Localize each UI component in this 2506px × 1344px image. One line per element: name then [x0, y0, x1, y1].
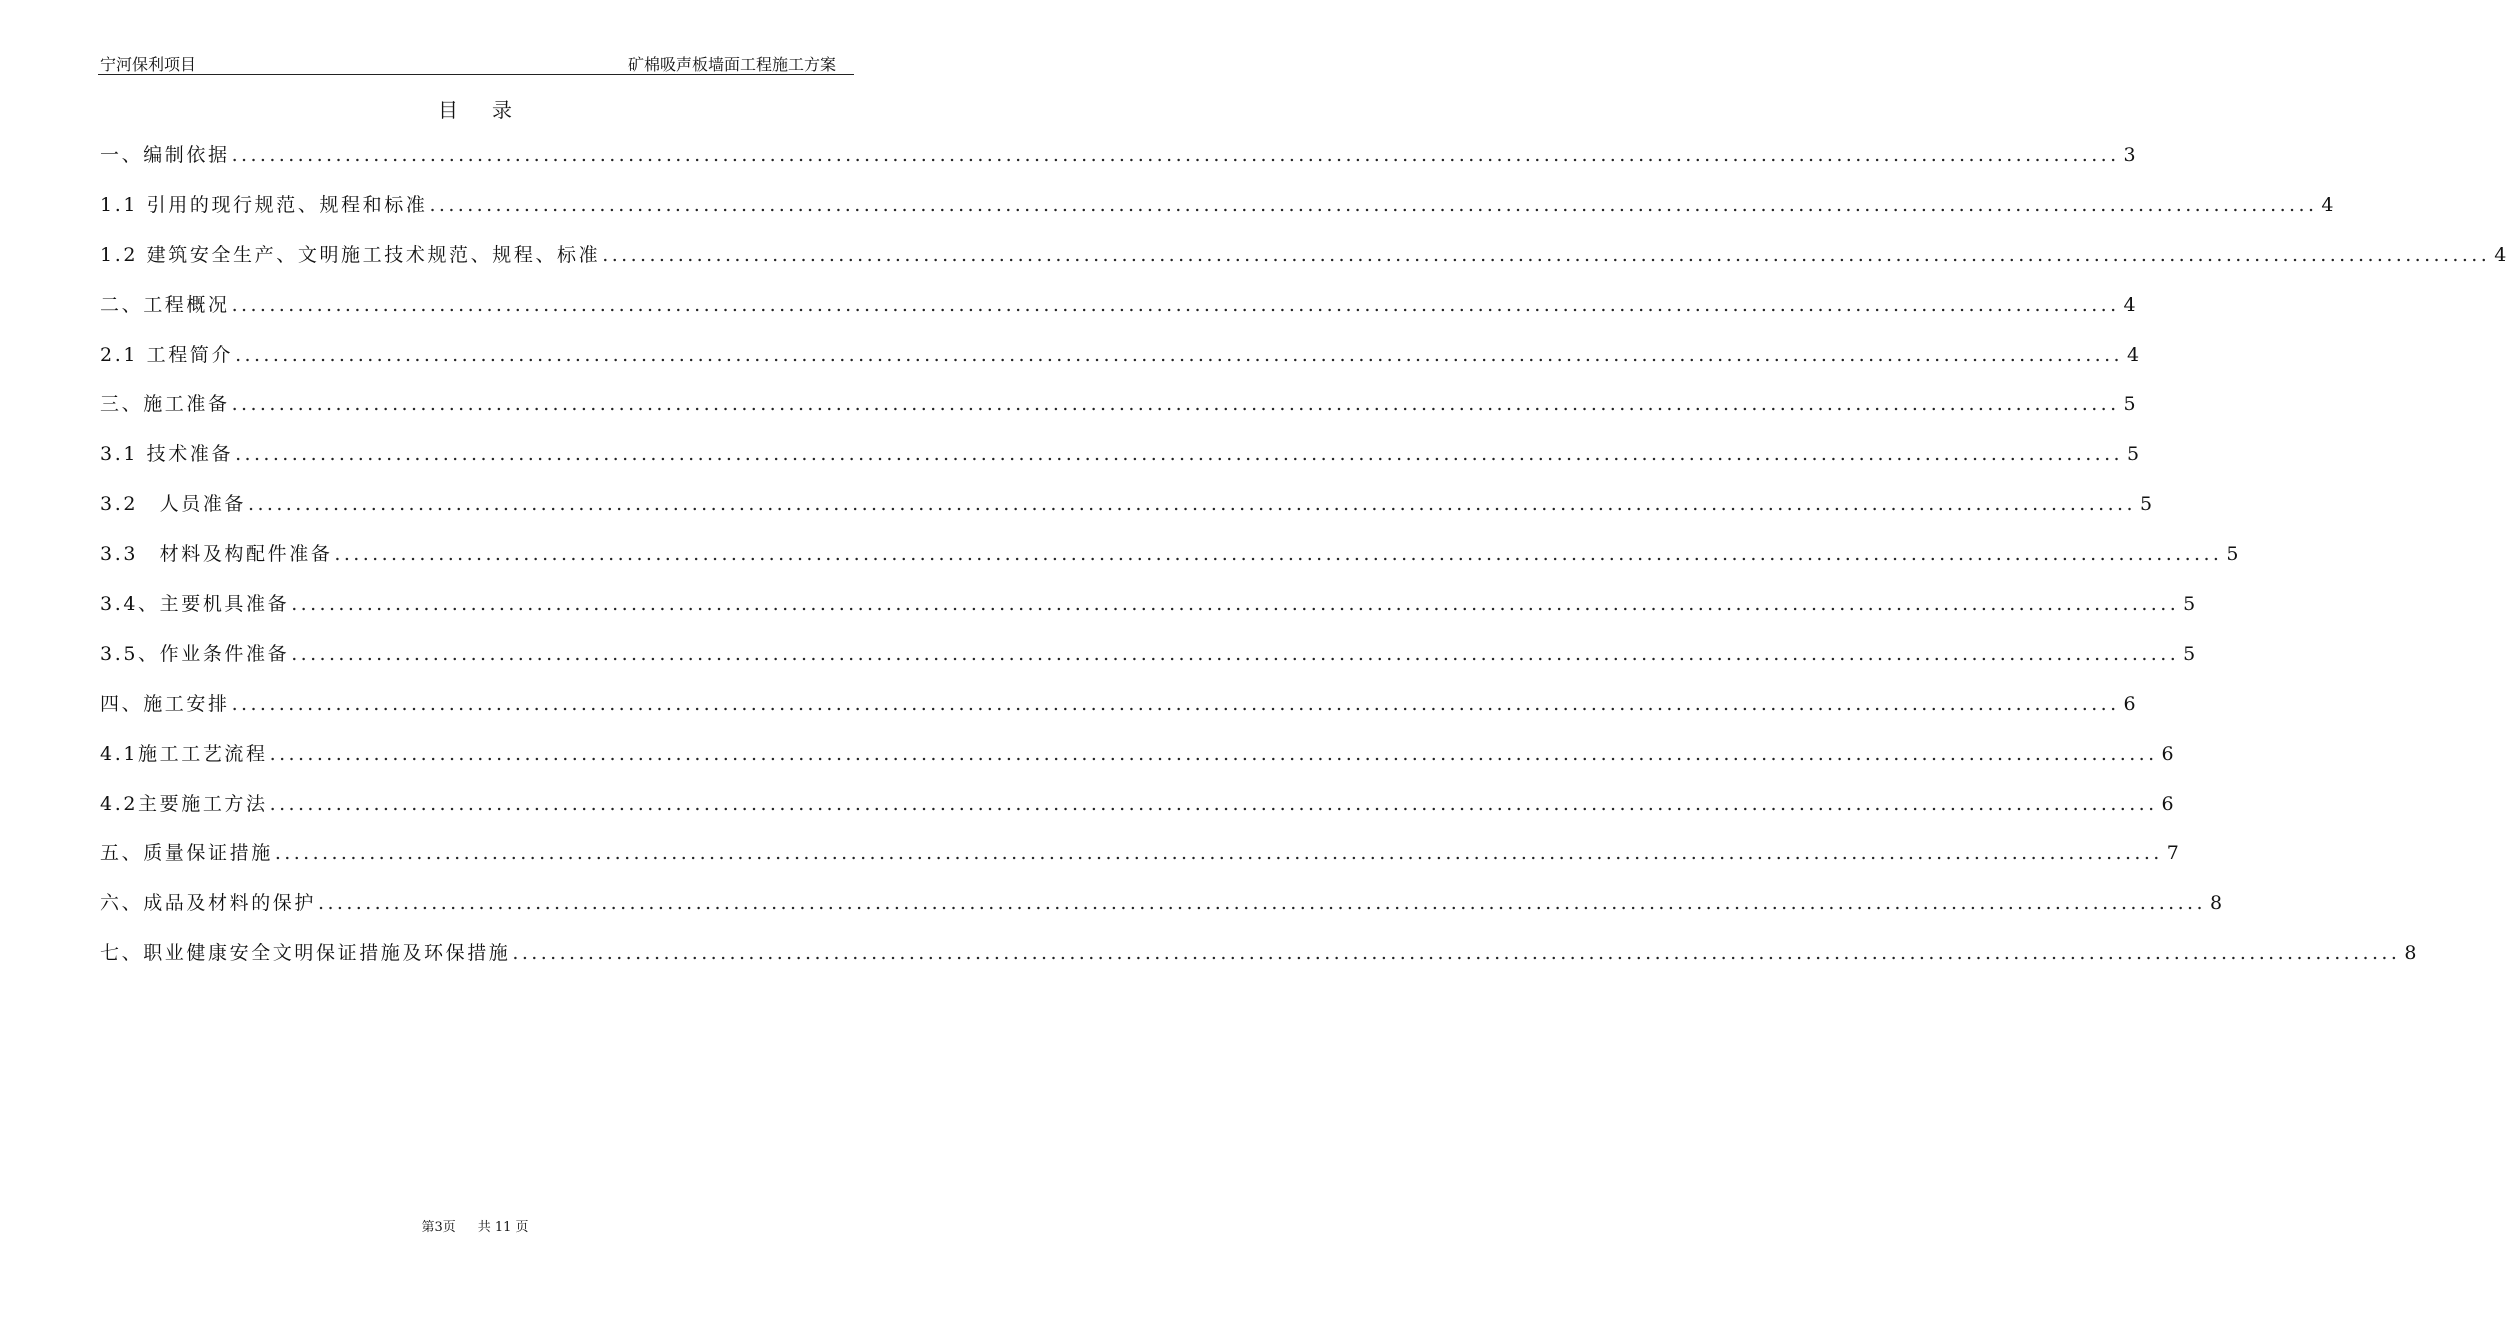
toc-entry-label: 七、职业健康安全文明保证措施及环保措施: [100, 942, 511, 965]
toc-entry-label: 2.1 工程简介: [100, 343, 234, 366]
toc-entry-page: 7: [2166, 842, 2179, 865]
toc-entry-label: 3.2 人员准备: [100, 493, 247, 516]
toc-heading-first: 目: [438, 98, 458, 122]
toc-entry-page: 6: [2161, 742, 2174, 765]
toc-entry[interactable]: [100, 539, 2239, 589]
toc-entry[interactable]: [100, 340, 2140, 390]
toc-entry[interactable]: [100, 439, 2140, 489]
page-number: 第3页: [421, 1220, 456, 1235]
toc-entry-label: 五、质量保证措施: [100, 842, 273, 865]
toc-leader-dots: ........................................................................................................................................................................................................: [231, 144, 2120, 166]
toc-entry-page: 6: [2161, 792, 2174, 815]
toc-heading: [0, 94, 950, 123]
toc-entry[interactable]: [100, 739, 2174, 789]
toc-heading-second: 录: [492, 98, 512, 122]
toc-entry[interactable]: [100, 489, 2153, 539]
toc-entry-page: 4: [2126, 343, 2140, 366]
toc-leader-dots: ........................................................................................................................................................................................................: [602, 243, 2491, 266]
toc-leader-dots: ........................................................................................................................................................................................................: [248, 493, 2136, 516]
toc-leader-dots: ........................................................................................................................................................................................................: [235, 443, 2123, 466]
toc-leader-dots: ........................................................................................................................................................................................................: [269, 742, 2158, 765]
toc-entry-label: 三、施工准备: [100, 393, 230, 416]
toc-entry[interactable]: [100, 240, 2506, 290]
toc-entry-page: 4: [2494, 243, 2506, 266]
toc-leader-dots: ........................................................................................................................................................................................................: [231, 393, 2120, 416]
toc-leader-dots: ........................................................................................................................................................................................................: [269, 792, 2158, 815]
toc-entry[interactable]: [100, 290, 2136, 340]
toc-entry-label: 1.2 建筑安全生产、文明施工技术规范、规程、标准: [100, 243, 601, 266]
toc-entry[interactable]: [100, 589, 2196, 639]
document-title: 矿棉吸声板墙面工程施工方案: [627, 55, 836, 74]
toc-leader-dots: ........................................................................................................................................................................................................: [318, 892, 2206, 915]
toc-entry[interactable]: [100, 389, 2136, 439]
toc-leader-dots: ........................................................................................................................................................................................................: [512, 942, 2401, 965]
toc-entry[interactable]: [100, 789, 2174, 839]
toc-entry[interactable]: [100, 888, 2223, 938]
toc-entry-label: 1.1 引用的现行规范、规程和标准: [100, 193, 428, 216]
toc-entry-page: 3: [2123, 144, 2136, 166]
toc-entry[interactable]: [100, 190, 2334, 240]
toc-leader-dots: ........................................................................................................................................................................................................: [429, 193, 2318, 216]
toc-entry-label: 3.1 技术准备: [100, 443, 234, 466]
page-header: [98, 50, 854, 75]
toc-entry-page: 5: [2139, 493, 2153, 516]
toc-leader-dots: ........................................................................................................................................................................................................: [274, 842, 2163, 865]
toc-entry-page: 4: [2123, 293, 2136, 316]
toc-entry-label: 3.3 材料及构配件准备: [100, 543, 333, 566]
toc-entry-page: 5: [2183, 593, 2196, 616]
toc-entry-label: 3.5、作业条件准备: [100, 642, 290, 665]
toc-leader-dots: ........................................................................................................................................................................................................: [291, 593, 2180, 616]
page-total: 共 11 页: [477, 1220, 529, 1235]
toc-leader-dots: ........................................................................................................................................................................................................: [334, 543, 2223, 566]
toc-entry-label: 四、施工安排: [100, 692, 230, 715]
toc-entry-page: 4: [2321, 193, 2334, 216]
toc-entry-page: 8: [2209, 892, 2223, 915]
toc-entry-label: 3.4、主要机具准备: [100, 593, 290, 616]
toc-entry-label: 六、成品及材料的保护: [100, 892, 317, 915]
toc-entry-page: 5: [2126, 443, 2140, 466]
toc-entry[interactable]: [100, 639, 2196, 689]
toc-entry[interactable]: [100, 140, 2136, 190]
toc-entry-page: 5: [2226, 543, 2239, 566]
toc-entry-label: 4.2主要施工方法: [100, 792, 268, 815]
toc-entry-label: 4.1施工工艺流程: [100, 742, 268, 765]
toc-leader-dots: ........................................................................................................................................................................................................: [231, 293, 2120, 316]
toc-entry-label: 二、工程概况: [100, 293, 230, 316]
page-footer: [0, 1216, 950, 1235]
toc-entry[interactable]: [100, 938, 2417, 988]
toc-leader-dots: ........................................................................................................................................................................................................: [291, 642, 2180, 665]
toc-entry-page: 5: [2183, 642, 2196, 665]
toc-leader-dots: ........................................................................................................................................................................................................: [231, 692, 2120, 715]
toc-entry-page: 5: [2123, 393, 2136, 416]
toc-entry-page: 8: [2404, 942, 2417, 965]
toc-entry[interactable]: [100, 689, 2136, 739]
project-name: 宁河保利项目: [100, 55, 197, 74]
toc-leader-dots: ........................................................................................................................................................................................................: [235, 343, 2123, 366]
toc-entry-page: 6: [2123, 692, 2136, 715]
toc-entry-label: 一、编制依据: [100, 144, 230, 166]
table-of-contents: [100, 140, 2506, 988]
toc-entry[interactable]: [100, 838, 2179, 888]
